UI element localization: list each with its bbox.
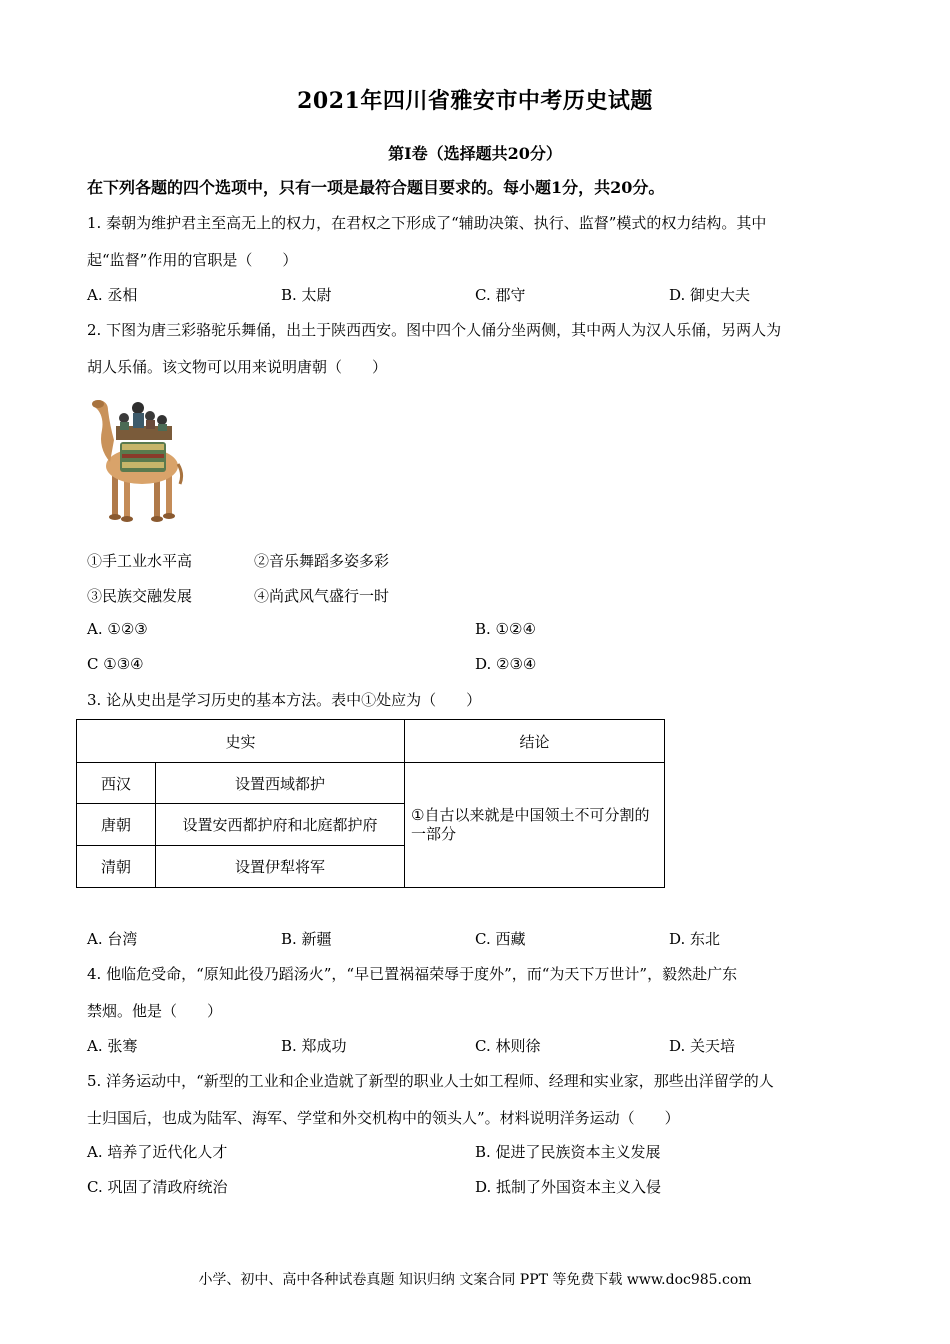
question-4-option-d: D. 关天培 [669, 1037, 736, 1055]
question-2-statement-1: ①手工业水平高 [87, 552, 193, 570]
question-5-line-2: 士归国后，也成为陆军、海军、学堂和外交机构中的领头人”。材料说明洋务运动（ ） [87, 1109, 680, 1127]
question-5-option-c: C. 巩固了清政府统治 [87, 1178, 228, 1196]
question-2-statement-2: ②音乐舞蹈多姿多彩 [254, 552, 390, 570]
question-5-option-d: D. 抵制了外国资本主义入侵 [475, 1178, 662, 1196]
section-title: 第Ⅰ卷（选择题共20分） [388, 144, 562, 163]
table-cell-fact: 设置西域都护 [156, 763, 405, 804]
page-footer: 小学、初中、高中各种试卷真题 知识归纳 文案合同 PPT 等免费下载 www.doc985.com [198, 1272, 752, 1288]
table-header-conclusion: 结论 [405, 720, 665, 763]
table-cell-fact: 设置安西都护府和北庭都护府 [156, 804, 405, 846]
instructions: 在下列各题的四个选项中，只有一项是最符合题目要求的。每小题1分，共20分。 [87, 178, 665, 197]
camel-figurine-image [92, 388, 184, 522]
page-title: 2021年四川省雅安市中考历史试题 [297, 88, 653, 114]
table-cell-fact: 设置伊犁将军 [156, 846, 405, 888]
table-cell-conclusion: ①自古以来就是中国领土不可分割的一部分 [405, 763, 665, 888]
question-3-line-1: 3. 论从史出是学习历史的基本方法。表中①处应为（ ） [87, 691, 482, 709]
question-4-line-1: 4. 他临危受命，“原知此役乃蹈汤火”，“早已置祸福荣辱于度外”，而“为天下万世计”，毅然赴广东 [87, 965, 738, 983]
question-1-line-2: 起“监督”作用的官职是（ ） [87, 251, 298, 269]
question-4-option-b: B. 郑成功 [281, 1037, 347, 1055]
question-1-option-b: B. 太尉 [281, 286, 332, 304]
question-2-option-b: B. ①②④ [475, 620, 536, 638]
question-4-line-2: 禁烟。他是（ ） [87, 1002, 223, 1020]
history-facts-table [76, 719, 665, 888]
question-2-line-2: 胡人乐俑。该文物可以用来说明唐朝（ ） [87, 358, 388, 376]
question-3-option-c: C. 西藏 [475, 930, 526, 948]
question-3-option-a: A. 台湾 [87, 930, 138, 948]
table-cell-period: 清朝 [77, 846, 156, 888]
question-2-line-1: 2. 下图为唐三彩骆驼乐舞俑，出土于陕西西安。图中四个人俑分坐两侧，其中两人为汉人乐俑，另两人为 [87, 321, 782, 339]
table-cell-period: 唐朝 [77, 804, 156, 846]
question-1-option-c: C. 郡守 [475, 286, 526, 304]
question-4-option-c: C. 林则徐 [475, 1037, 541, 1055]
question-2-option-c: C ①③④ [87, 655, 144, 673]
table-header-facts: 史实 [77, 720, 405, 763]
question-5-option-a: A. 培养了近代化人才 [87, 1143, 228, 1161]
question-1-option-a: A. 丞相 [87, 286, 138, 304]
question-1-option-d: D. 御史大夫 [669, 286, 751, 304]
question-2-statement-3: ③民族交融发展 [87, 587, 193, 605]
question-2-option-a: A. ①②③ [87, 620, 148, 638]
question-4-option-a: A. 张骞 [87, 1037, 138, 1055]
table-row [77, 763, 665, 804]
question-1-line-1: 1. 秦朝为维护君主至高无上的权力，在君权之下形成了“辅助决策、执行、监督”模式的权力结构。其中 [87, 214, 767, 232]
question-3-option-d: D. 东北 [669, 930, 721, 948]
table-cell-period: 西汉 [77, 763, 156, 804]
question-2-statement-4: ④尚武风气盛行一时 [254, 587, 390, 605]
question-5-option-b: B. 促进了民族资本主义发展 [475, 1143, 661, 1161]
question-5-line-1: 5. 洋务运动中，“新型的工业和企业造就了新型的职业人士如工程师、经理和实业家，那些出洋留学的人 [87, 1072, 774, 1090]
question-2-option-d: D. ②③④ [475, 655, 537, 673]
question-3-option-b: B. 新疆 [281, 930, 332, 948]
